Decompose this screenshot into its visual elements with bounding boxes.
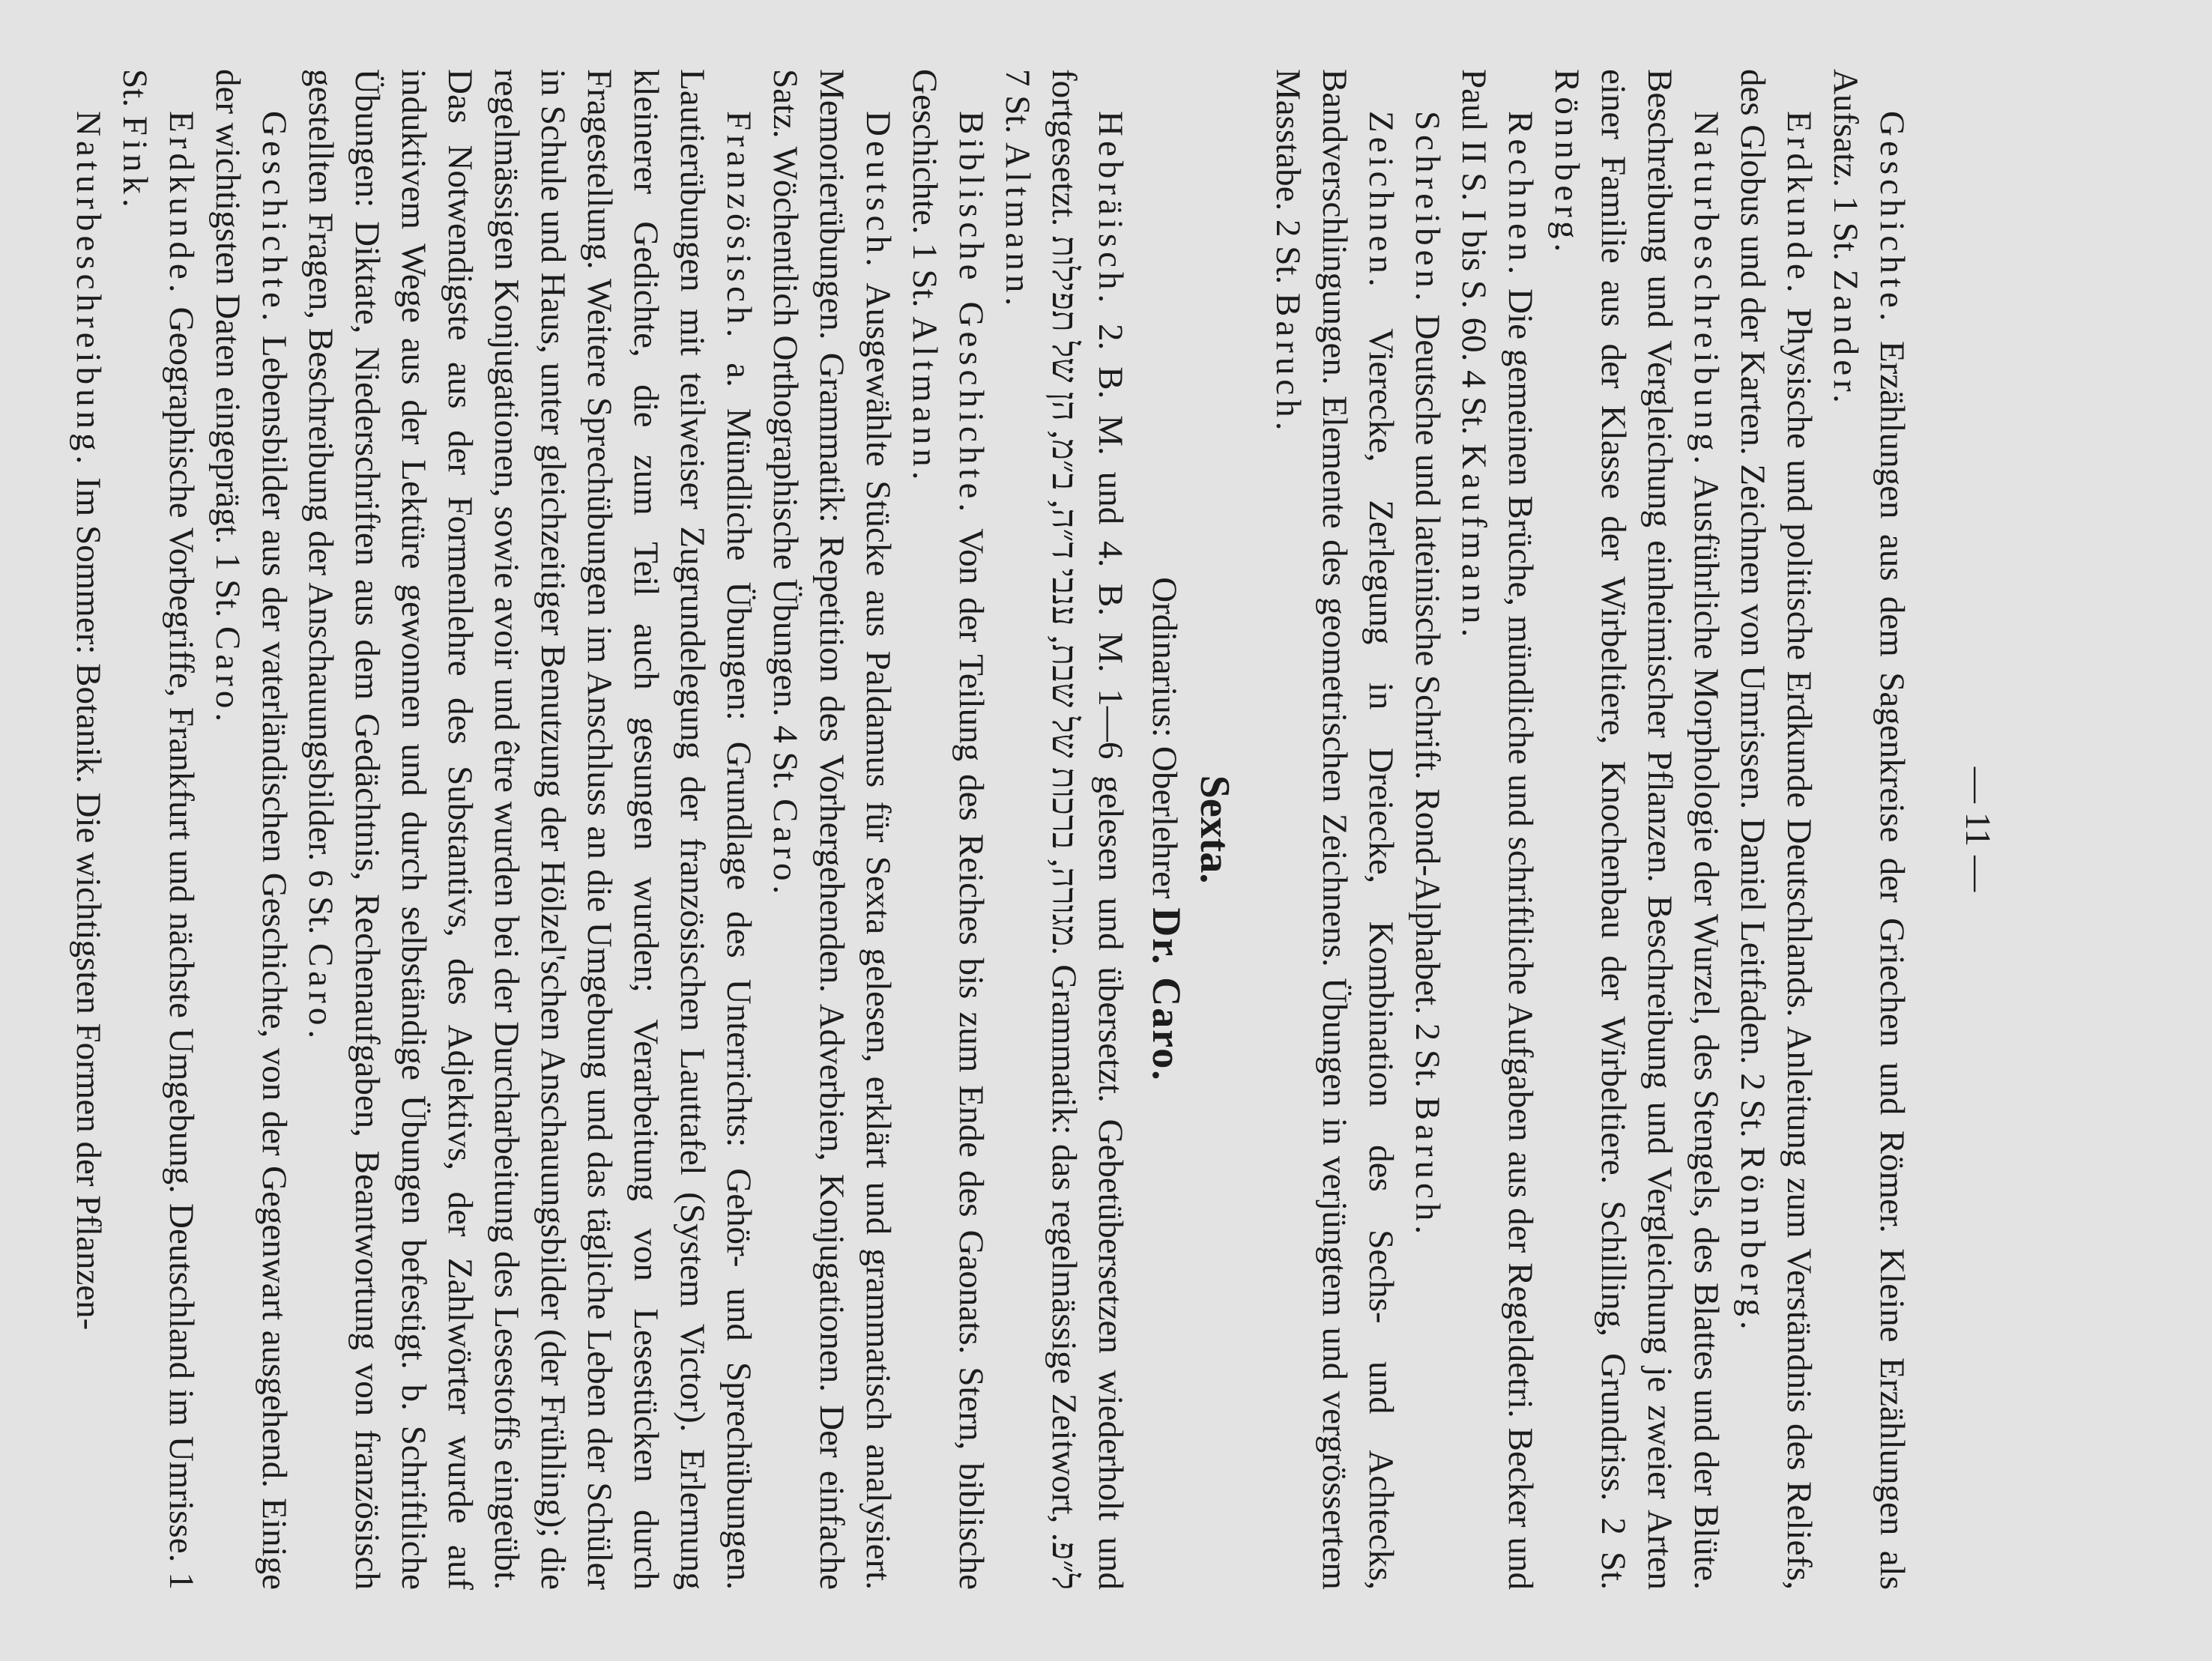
paragraph-naturbeschreibung xyxy=(1544,69,1729,1590)
subject-title: Geschichte. xyxy=(1873,111,1912,326)
paragraph-schreiben xyxy=(1404,69,1451,1590)
subject-title: Rechnen. xyxy=(1501,111,1540,279)
paragraph-geschichte xyxy=(1822,69,1915,1590)
teacher-name: Fink. xyxy=(115,115,154,212)
subject-title: Naturbeschreibung. xyxy=(69,111,108,469)
paragraph-text: Von der Teilung des Reiches bis zum Ende des Gaonats. Stern, biblische Geschichte. 1 St. xyxy=(905,69,991,1591)
teacher-name: Caro. xyxy=(301,943,340,1044)
paragraph-text: Die gemeinen Brüche, mündliche und schriftliche Aufgaben aus der Regeldetri. Becker und Paul II S. I bis S. 60. 4 St. xyxy=(1454,69,1540,1591)
subject-title: Erdkunde. xyxy=(1780,111,1819,297)
teacher-name: Caro. xyxy=(766,799,805,899)
subject-title: Geschichte. xyxy=(255,111,294,326)
subject-title: Hebräisch. xyxy=(1091,111,1130,308)
paragraph-text: Deutsche und lateinische Schrift. Rond-Alphabet. 2 St. xyxy=(1408,314,1447,1088)
subject-title: Zeichnen. xyxy=(1362,111,1400,291)
paragraph-deutsch xyxy=(762,69,901,1590)
paragraph-text: Ausgewählte Stücke aus Paldamus für Sexta gelesen, erklärt und grammatisch analysiert. Memorierübungen. Grammatik: Repetition des Vorhergehenden. Adverbien, Konjugationen. Der einfache Satz. Wöchentlich Orthographische Übungen. 4 St. xyxy=(766,69,898,1590)
upper-class-section xyxy=(1265,69,1915,1590)
subject-title: Französisch. xyxy=(719,111,758,342)
ordinarius-name: Dr. Caro. xyxy=(1144,907,1189,1082)
subject-title: Naturbeschreibung. xyxy=(1687,111,1726,469)
teacher-name: Rönnberg. xyxy=(1733,1146,1772,1334)
teacher-name: Kaufmann. xyxy=(1454,444,1493,642)
paragraph-text: Vierecke, Zerlegung in Dreiecke, Kombination des Sechs- und Achtecks, Bandverschlingungen. Elemente des geometrischen Zeichnens. Übungen in verjüngtem und vergrössertem Masstabe. 2 St. xyxy=(1269,69,1400,1590)
subject-title: Deutsch. xyxy=(859,111,898,271)
page-content xyxy=(69,69,2001,1591)
teacher-name: Caro. xyxy=(208,626,247,727)
paragraph-text: Ausführliche Morphologie der Wurzel, des Stengels, des Blattes und der Blüte. Beschreibung und Vergleichung einheimischer Pflanzen. Beschreibung und Vergleichung je zweier Arten einer Familie aus der Klasse der Wirbeltiere, Knochenbau der Wirbeltiere. Schilling, Grundriss. 2 St. xyxy=(1594,69,1726,1590)
subject-title: Biblische Geschichte. xyxy=(952,111,991,517)
paragraph-text: 2. B. M. und 4. B. M. 1—6 gelesen und übersetzt. Gebetübersetzen wiederholt und fortgesetzt. מגורה, ברכות של שבת, ענבי ד״ה, ב״מ, הן של תפילות. Grammatik: das regelmässige Zeitwort, ל״פ. 7 St. xyxy=(998,69,1130,1590)
paragraph-text: Physische und politische Erdkunde Deutschlands. Anleitung zum Verständnis des Reliefs, des Globus und der Karten. Zeichnen von Umrissen. Daniel Leitfaden. 2 St. xyxy=(1733,69,1819,1590)
paragraph-text: Erzählungen aus dem Sagenkreise der Griechen und Römer. Kleine Erzählungen als Aufsatz. 1 St. xyxy=(1826,69,1912,1591)
subject-title: Erdkunde. xyxy=(162,111,201,297)
sexta-section xyxy=(65,69,1134,1590)
paragraph-geschichte-sexta xyxy=(205,69,297,1590)
teacher-name: Altmann. xyxy=(998,142,1037,311)
paragraph-hebraeisch xyxy=(994,69,1134,1590)
ordinarius-line xyxy=(1141,69,1190,1590)
paragraph-text: Lebensbilder aus der vaterländischen Geschichte, von der Gegenwart ausgehend. Einige der wichtigsten Daten eingeprägt. 1 St. xyxy=(208,69,294,1590)
paragraph-naturbeschreibung-sexta xyxy=(65,69,112,1590)
teacher-name: Baruch. xyxy=(1269,292,1308,435)
section-heading: Sexta. xyxy=(1191,775,1238,884)
paragraph-text: Im Sommer: Botanik. Die wichtigsten Formen der Pflanzen- xyxy=(69,477,108,1331)
paragraph-text: Geographische Vorbegriffe, Frankfurt und nächste Umgebung. Deutschland im Umrisse. 1 St. xyxy=(115,69,201,1590)
teacher-name: Altmann. xyxy=(905,316,944,485)
page-number: — 11 — xyxy=(1958,766,1998,892)
paragraph-biblische-geschichte xyxy=(901,69,994,1590)
paragraph-erdkunde xyxy=(1729,69,1822,1590)
teacher-name: Rönnberg. xyxy=(1547,69,1586,257)
paragraph-text: a. Mündliche Übungen: Grundlage des Unterrichts: Gehör- und Sprechübungen. Lautierübungen mit teilweiser Zugrundelegung der französischen Lauttafel (System Victor). Erlernung kleinerer Gedichte, die zum Teil auch gesungen wurden; Verarbeitung von Lesestücken durch Fragestellung. Weitere Sprechübungen im Anschluss an die Umgebung und das tägliche Leben der Schüler in Schule und Haus, unter gleichzeitiger Benutzung der Hölzel'schen Anschauungsbilder (der Frühling); die regelmässigen Konjugationen, sowie avoir und être wurden bei der Durcharbeitung des Lesestoffs eingeübt. Das Notwendigste aus der Formenlehre des Substantivs, des Adjektivs, der Zahlwörter wurde auf induktivem Wege aus der Lektüre gewonnen und durch selbständige Übungen befestigt. b. Schriftliche Übungen: Diktate, Niederschriften aus dem Gedächtnis, Rechenaufgaben, Beantwortung von französisch gestellten Fragen, Beschreibung der Anschauungsbilder. 6 St. xyxy=(301,69,758,1590)
teacher-name: Baruch. xyxy=(1408,1096,1447,1239)
paragraph-erdkunde-sexta xyxy=(112,69,205,1590)
subject-title: Schreiben. xyxy=(1408,111,1447,306)
paragraph-franzoesisch xyxy=(297,69,762,1590)
teacher-name: Zander. xyxy=(1826,269,1865,408)
paragraph-rechnen xyxy=(1451,69,1544,1590)
ordinarius-label: Ordinarius: Oberlehrer xyxy=(1145,577,1184,899)
paragraph-zeichnen xyxy=(1265,69,1404,1590)
